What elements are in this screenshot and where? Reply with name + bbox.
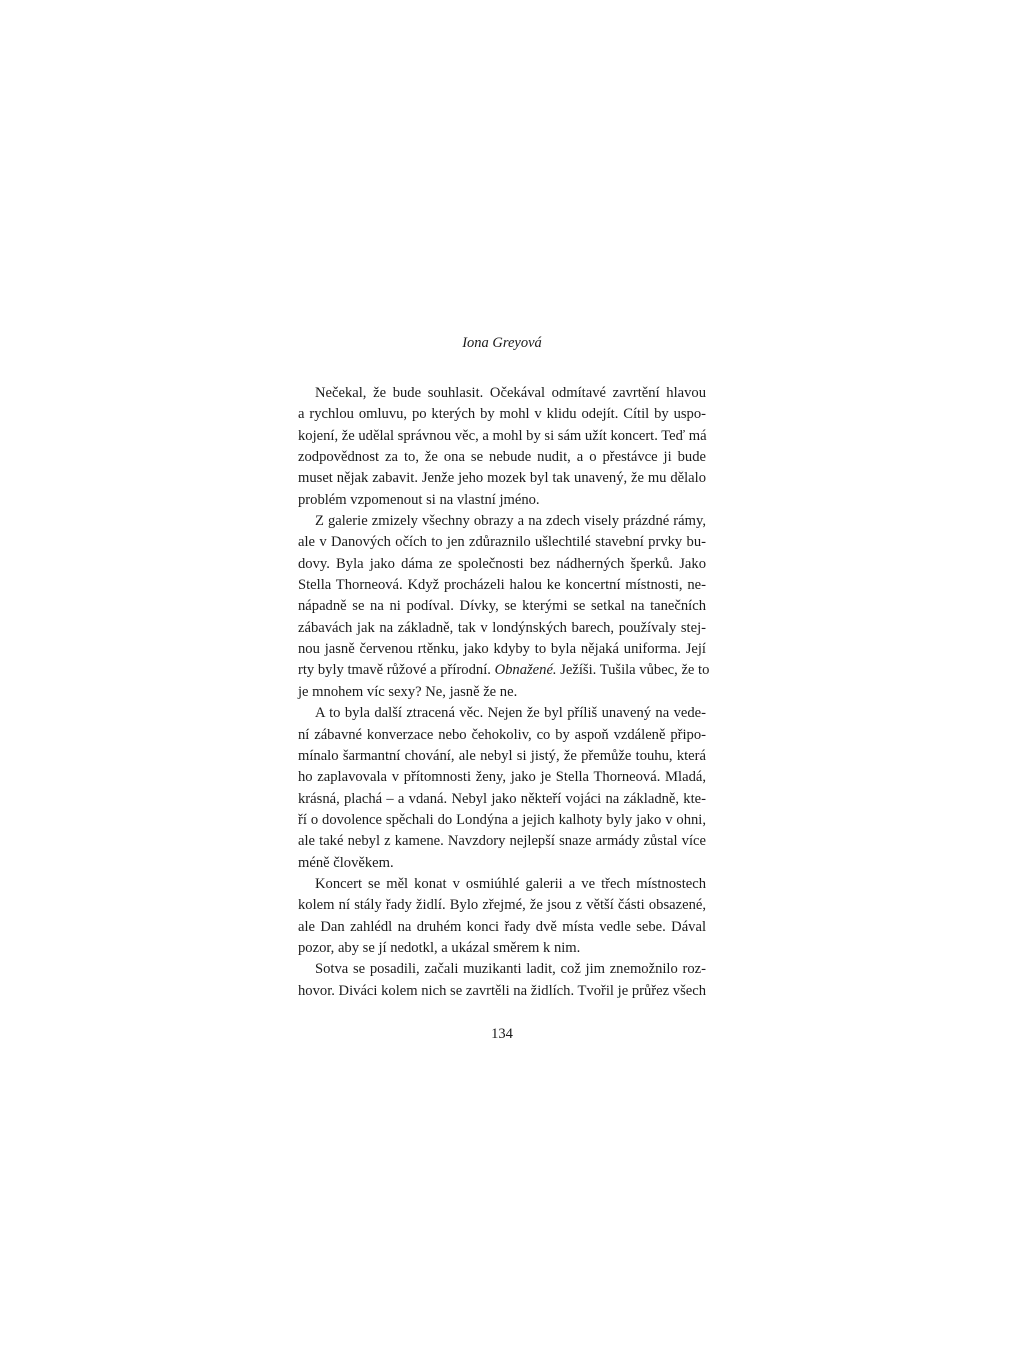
text-line: hovor. Diváci kolem nich se zavrtěli na židlích. Tvořil je průřez všech (298, 982, 706, 999)
text-line: zodpovědnost za to, že ona se nebude nudit, a o přestávce ji bude (298, 449, 706, 466)
text-line: ho zaplavovala v přítomnosti ženy, jako je Stella Thorneová. Mladá, (298, 769, 706, 786)
paragraph (298, 383, 706, 511)
text-line: problém vzpomenout si na vlastní jméno. (298, 491, 540, 508)
text-line: nápadně se na ni podíval. Dívky, se kterými se setkal na tanečních (298, 598, 706, 615)
emphasized-word: Obnažené. (494, 662, 557, 679)
text-line: pozor, aby se jí nedotkl, a ukázal směrem k nim. (298, 939, 581, 956)
text-line: nou jasně červenou rtěnku, jako kdyby to byla nějaká uniforma. Její (298, 641, 706, 658)
text-line: kojení, že udělal správnou věc, a mohl by si sám užít koncert. Teď má (298, 427, 707, 444)
text-segment: Ježíši. Tušila vůbec, že to (560, 662, 710, 679)
text-line: Z galerie zmizely všechny obrazy a na zdech visely prázdné rámy, (315, 513, 706, 530)
text-line: ale v Danových očích to jen zdůraznilo ušlechtilé stavební prvky bu- (298, 534, 706, 551)
text-line-with-emphasis (298, 660, 710, 681)
text-line: ří o dovolence spěchali do Londýna a jejich kalhoty byly jako v ohni, (298, 811, 706, 828)
text-line: mínalo šarmantní chování, ale nebyl si jistý, že přemůže touhu, která (298, 747, 706, 764)
text-line: Nečekal, že bude souhlasit. Očekával odmítavé zavrtění hlavou (315, 385, 706, 401)
body-text (298, 383, 710, 1002)
paragraph (298, 703, 706, 874)
text-line: Koncert se měl konat v osmiúhlé galerii a ve třech místnostech (315, 875, 706, 892)
text-line: muset nějak zabavit. Jenže jeho mozek byl tak unavený, že mu dělalo (298, 470, 706, 487)
text-line: Stella Thorneová. Když procházeli halou ke koncertní místnosti, ne- (298, 577, 706, 594)
text-line: kolem ní stály řady židlí. Bylo zřejmé, že jsou z větší části obsazené, (298, 897, 706, 914)
text-line: Sotva se posadili, začali muzikanti ladit, což jim znemožnilo roz- (315, 961, 706, 978)
paragraph (298, 874, 706, 959)
text-segment: rty byly tmavě růžové a přírodní. (298, 662, 491, 679)
running-head: Iona Greyová (462, 335, 542, 351)
text-line: méně člověkem. (298, 854, 394, 871)
text-line: ale Dan zahlédl na druhém konci řady dvě místa vedle sebe. Dával (298, 918, 706, 935)
text-line: krásná, plachá – a vdaná. Nebyl jako někteří vojáci na základně, kte- (298, 790, 706, 807)
text-line: zábavách jak na základně, tak v londýnských barech, používaly stej- (298, 619, 706, 636)
text-line: ní zábavné konverzace nebo čehokoliv, co by aspoň vzdáleně připo- (298, 726, 706, 743)
text-line: dovy. Byla jako dáma ze společnosti bez nádherných šperků. Jako (298, 555, 706, 572)
text-line: a rychlou omluvu, po kterých by mohl v klidu odejít. Cítil by uspo- (298, 406, 706, 423)
text-line: A to byla další ztracená věc. Nejen že byl příliš unavený na vede- (315, 705, 706, 722)
paragraph (298, 959, 706, 1002)
page-number: 134 (491, 1026, 513, 1042)
text-line: je mnohem víc sexy? Ne, jasně že ne. (298, 683, 518, 700)
paragraph (298, 511, 710, 703)
text-line: ale také nebyl z kamene. Navzdory nejlepší snaze armády zůstal více (298, 833, 706, 850)
